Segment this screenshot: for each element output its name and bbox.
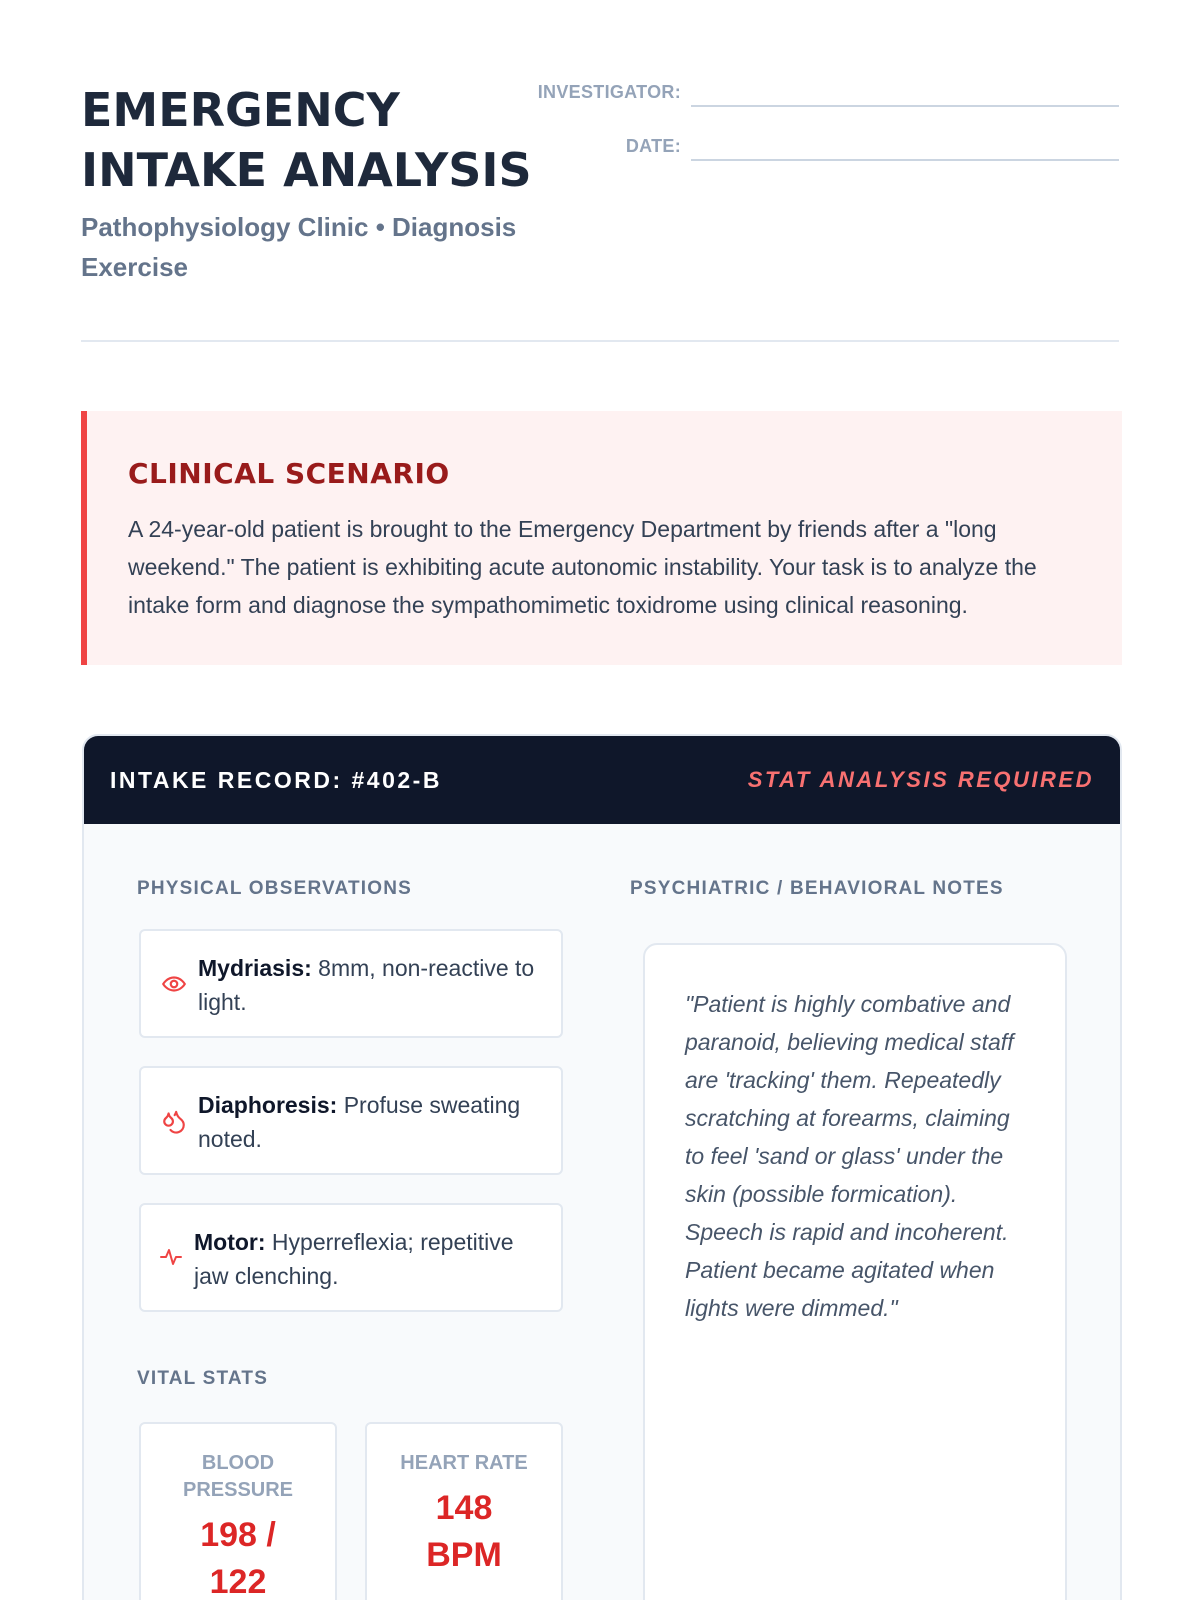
observation-item <box>139 1066 563 1175</box>
investigator-row <box>521 78 1119 108</box>
observation-text <box>198 951 543 1019</box>
title-line-1: EMERGENCY <box>81 83 400 137</box>
title-line-2: INTAKE ANALYSIS <box>81 143 532 197</box>
investigator-label: INVESTIGATOR: <box>537 82 681 102</box>
observation-item <box>139 1203 563 1312</box>
eye-icon <box>161 971 187 997</box>
observation-text <box>194 1225 539 1293</box>
stat-badge: STAT ANALYSIS REQUIRED <box>747 767 1094 792</box>
page-title <box>81 80 551 200</box>
page-subtitle: Pathophysiology Clinic • Diagnosis Exercise <box>81 212 517 282</box>
vital-blood-pressure <box>139 1422 337 1600</box>
vital-label: HEART RATE <box>400 1452 528 1474</box>
record-id: INTAKE RECORD: #402-B <box>110 766 442 793</box>
scenario-title: CLINICAL SCENARIO <box>128 457 450 490</box>
investigator-field[interactable] <box>691 105 1119 107</box>
pulse-icon <box>159 1245 185 1271</box>
clinical-scenario-box <box>81 411 1122 665</box>
vital-label: BLOOD PRESSURE <box>182 1452 294 1501</box>
observation-term: Mydriasis: <box>198 955 312 981</box>
vital-heart-rate <box>365 1422 563 1600</box>
intake-record-card <box>82 734 1122 1600</box>
droplet-icon <box>161 1108 187 1134</box>
observation-detail: Hyperreflexia; repetitive jaw clenching. <box>194 1229 514 1289</box>
record-header <box>84 736 1120 824</box>
observation-detail: Profuse sweating noted. <box>198 1092 521 1152</box>
observation-detail: 8mm, non-reactive to light. <box>198 955 535 1015</box>
behavioral-notes-box <box>643 943 1067 1600</box>
observation-term: Motor: <box>194 1229 266 1255</box>
page-header <box>81 0 1119 342</box>
vital-value: 148 BPM <box>426 1489 502 1574</box>
physical-observations-label: PHYSICAL OBSERVATIONS <box>137 878 413 899</box>
date-row <box>521 132 1119 162</box>
behavioral-note-text: "Patient is highly combative and paranoid, believing medical staff are 'tracking' them. Repeatedly scratching at forearms, claiming to feel 'sand or glass' under the skin (possible formication). Speech is rapid and incoherent. Patient became agitated when lights were dimmed." <box>685 991 1014 1321</box>
scenario-text: A 24-year-old patient is brought to the Emergency Department by friends after a "long weekend." The patient is exhibiting acute autonomic instability. Your task is to analyze the intake form and diagnose the sympathomimetic toxidrome using clinical reasoning. <box>128 516 1037 618</box>
observation-text <box>198 1088 543 1156</box>
vital-stats-label: VITAL STATS <box>137 1368 269 1389</box>
vital-value: 198 / 122 <box>200 1516 276 1600</box>
behavioral-notes-label: PSYCHIATRIC / BEHAVIORAL NOTES <box>630 878 1004 899</box>
date-field[interactable] <box>691 159 1119 161</box>
observation-term: Diaphoresis: <box>198 1092 338 1118</box>
date-label: DATE: <box>625 136 681 156</box>
observation-item <box>139 929 563 1038</box>
